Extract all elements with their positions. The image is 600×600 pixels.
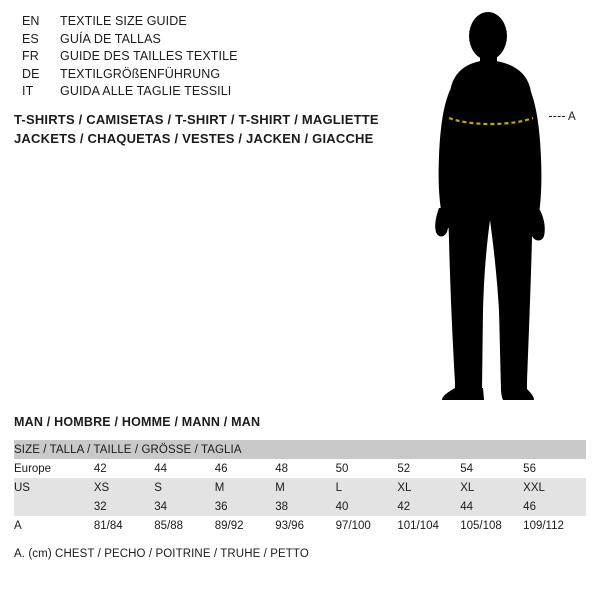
cell-value: 81/84 bbox=[93, 519, 123, 532]
language-list bbox=[22, 14, 382, 102]
cell-value: 105/108 bbox=[460, 519, 502, 532]
cell-value: 36 bbox=[214, 500, 228, 513]
language-row bbox=[22, 32, 382, 50]
cell-value: 89/92 bbox=[214, 519, 244, 532]
language-text: TEXTILGRÖßENFÜHRUNG bbox=[60, 66, 221, 81]
cell-value: L bbox=[335, 481, 343, 494]
cell-value: 44 bbox=[460, 500, 474, 513]
language-row bbox=[22, 49, 382, 67]
cell-value: XS bbox=[93, 481, 110, 494]
category-tshirts: T-SHIRTS / CAMISETAS / T-SHIRT / T-SHIRT / MAGLIETTE bbox=[14, 112, 379, 127]
cell-value: M bbox=[275, 481, 285, 494]
cell-value: 40 bbox=[335, 500, 349, 513]
cell-value: M bbox=[214, 481, 225, 494]
row-label: US bbox=[14, 481, 30, 494]
language-code: EN bbox=[22, 14, 40, 28]
language-text: GUIDE DES TAILLES TEXTILE bbox=[60, 49, 238, 63]
cell-value: 48 bbox=[275, 462, 288, 475]
cell-value: 34 bbox=[154, 500, 168, 513]
table-title: MAN / HOMBRE / HOMME / MANN / MAN bbox=[14, 415, 261, 429]
cell-value: 46 bbox=[523, 500, 536, 513]
table-row bbox=[14, 478, 586, 497]
cell-value: 101/104 bbox=[397, 519, 439, 532]
cell-value: 46 bbox=[214, 462, 228, 475]
language-code: ES bbox=[22, 31, 39, 46]
table-row bbox=[14, 459, 586, 478]
language-code: IT bbox=[22, 84, 34, 98]
cell-value: 93/96 bbox=[275, 519, 304, 532]
cell-value: 42 bbox=[397, 500, 411, 513]
language-row bbox=[22, 84, 382, 102]
table-header-row bbox=[14, 440, 586, 459]
size-table bbox=[14, 440, 586, 535]
cell-value: XL bbox=[460, 481, 475, 494]
measure-dash-line bbox=[549, 116, 565, 118]
cell-value: 85/88 bbox=[154, 519, 184, 532]
row-label: A bbox=[14, 519, 22, 532]
cell-value: 97/100 bbox=[335, 519, 371, 532]
cell-value: 54 bbox=[460, 462, 474, 475]
male-figure-illustration bbox=[400, 10, 600, 410]
cell-value: 42 bbox=[93, 462, 107, 475]
language-row bbox=[22, 14, 382, 32]
cell-value: 38 bbox=[275, 500, 288, 513]
cell-value: 50 bbox=[335, 462, 349, 475]
cell-value: 32 bbox=[93, 500, 107, 513]
language-code: FR bbox=[22, 49, 39, 63]
language-row bbox=[22, 67, 382, 85]
category-jackets: JACKETS / CHAQUETAS / VESTES / JACKEN / GIACCHE bbox=[14, 131, 374, 146]
cell-value: XL bbox=[397, 481, 412, 494]
language-text: GUIDA ALLE TAGLIE TESSILI bbox=[60, 84, 232, 98]
table-row bbox=[14, 516, 586, 535]
table-header-label: SIZE / TALLA / TAILLE / GRÖSSE / TAGLIA bbox=[14, 443, 242, 456]
silhouette-icon bbox=[400, 10, 600, 410]
cell-value: 44 bbox=[154, 462, 168, 475]
language-code: DE bbox=[22, 66, 40, 81]
cell-value: 109/112 bbox=[523, 519, 564, 532]
table-row bbox=[14, 497, 586, 516]
language-text: TEXTILE SIZE GUIDE bbox=[60, 14, 187, 28]
cell-value: S bbox=[154, 481, 162, 494]
category-headings bbox=[14, 110, 414, 148]
measure-label-a: A bbox=[568, 111, 577, 123]
cell-value: 56 bbox=[523, 462, 536, 475]
row-label bbox=[14, 497, 94, 516]
language-text: GUÍA DE TALLAS bbox=[60, 31, 161, 46]
row-label: Europe bbox=[14, 462, 52, 475]
cell-value: XXL bbox=[523, 481, 545, 494]
cell-value: 52 bbox=[397, 462, 411, 475]
footnote: A. (cm) CHEST / PECHO / POITRINE / TRUHE / PETTO bbox=[14, 548, 309, 560]
